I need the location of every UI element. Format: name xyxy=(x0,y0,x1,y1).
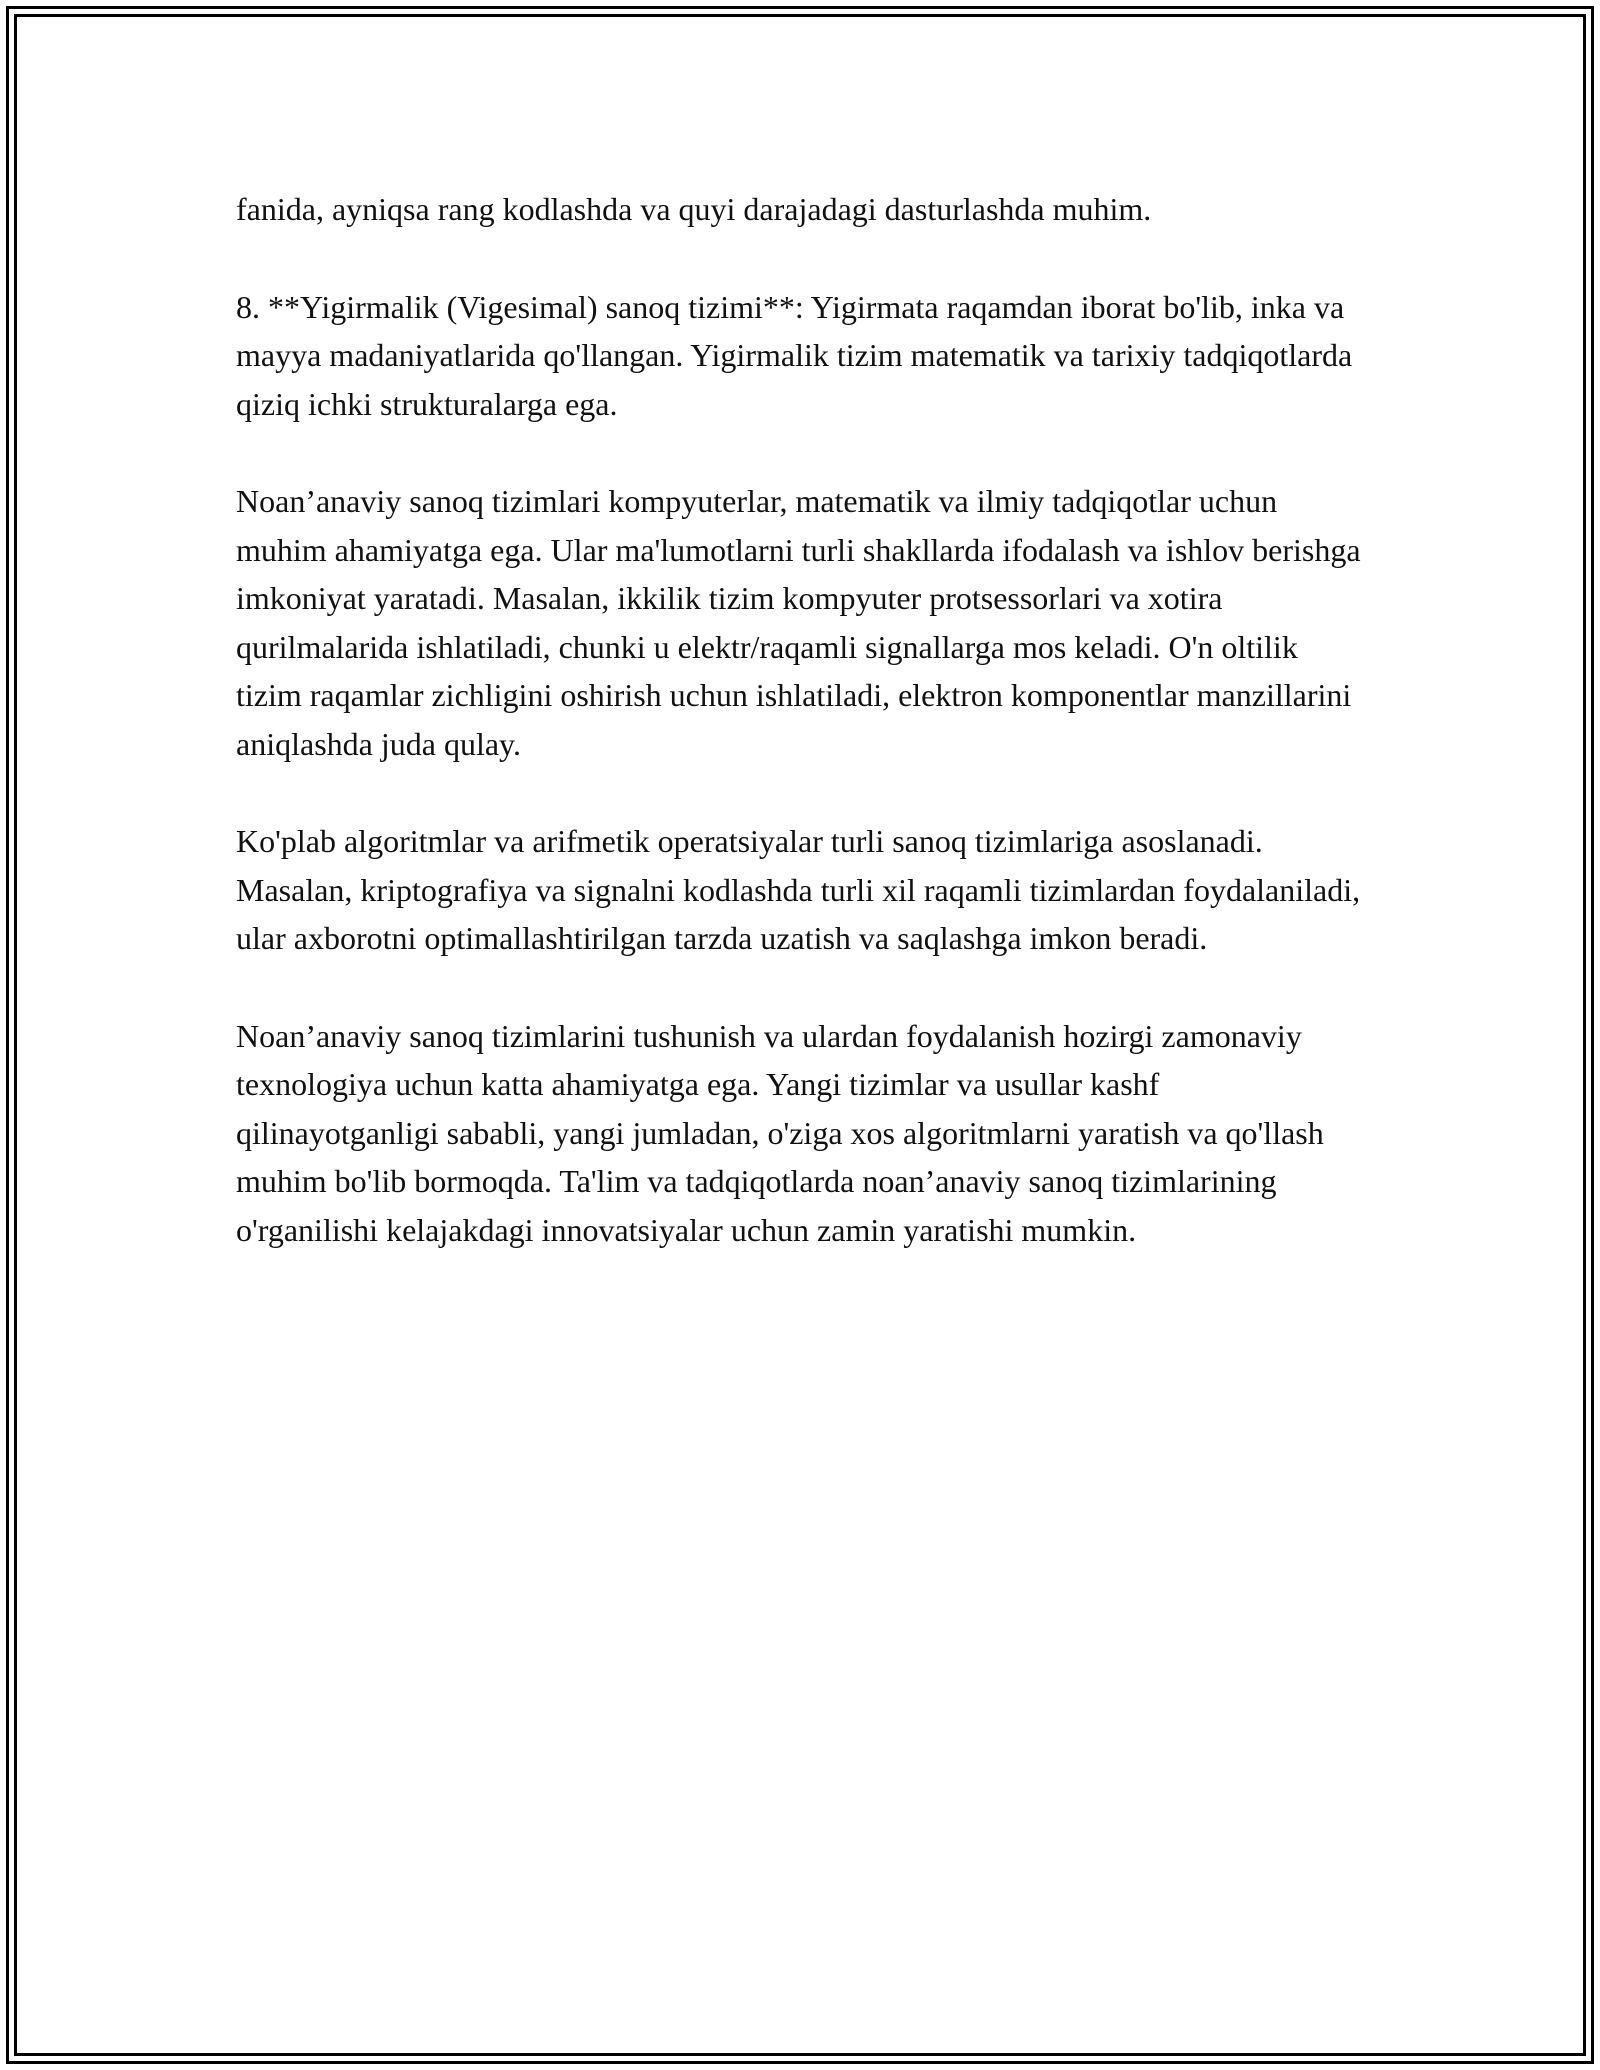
paragraph-2: 8. **Yigirmalik (Vigesimal) sanoq tizimi**: Yigirmata raqamdan iborat bo'lib, inka va mayya madaniyatlarida qo'llangan. Yigirmalik tizim matematik va tarixiy tadqiqotlarda qiziq ichki strukturalarga ega. xyxy=(236,288,1353,422)
paragraph-3: Noan’anaviy sanoq tizimlari kompyuterlar, matematik va ilmiy tadqiqotlar uchun muhim ahamiyatga ega. Ular ma'lumotlarni turli shakllarda ifodalash va ishlov berishga imkoniyat yaratadi. Masalan, ikkilik tizim kompyuter protsessorlari va xotira qurilmalarida ishlatiladi, chunki u elektr/raqamli signallarga mos keladi. O'n oltilik tizim raqamlar zichligini oshirish uchun ishlatiladi, elektron komponentlar manzillarini aniqlashda juda qulay. xyxy=(236,483,1361,762)
paragraph-1: fanida, ayniqsa rang kodlashda va quyi darajadagi dasturlashda muhim. xyxy=(236,191,1152,227)
paragraph-4: Ko'plab algoritmlar va arifmetik operatsiyalar turli sanoq tizimlariga asoslanadi. Masalan, kriptografiya va signalni kodlashda turli xil raqamli tizimlardan foydalaniladi, ular axborotni optimallashtirilgan tarzda uzatish va saqlashga imkon beradi. xyxy=(236,823,1361,956)
paragraph-5: Noan’anaviy sanoq tizimlarini tushunish va ulardan foydalanish hozirgi zamonaviy texnologiya uchun katta ahamiyatga ega. Yangi tizimlar va usullar kashf qilinayotganligi sababli, yangi jumladan, o'ziga xos algoritmlarni yaratish va qo'llash muhim bo'lib bormoqda. Ta'lim va tadqiqotlarda noan’anaviy sanoq tizimlarining o'rganilishi kelajakdagi innovatsiyalar uchun zamin yaratishi mumkin. xyxy=(236,1017,1324,1248)
document-body xyxy=(236,185,1366,1303)
